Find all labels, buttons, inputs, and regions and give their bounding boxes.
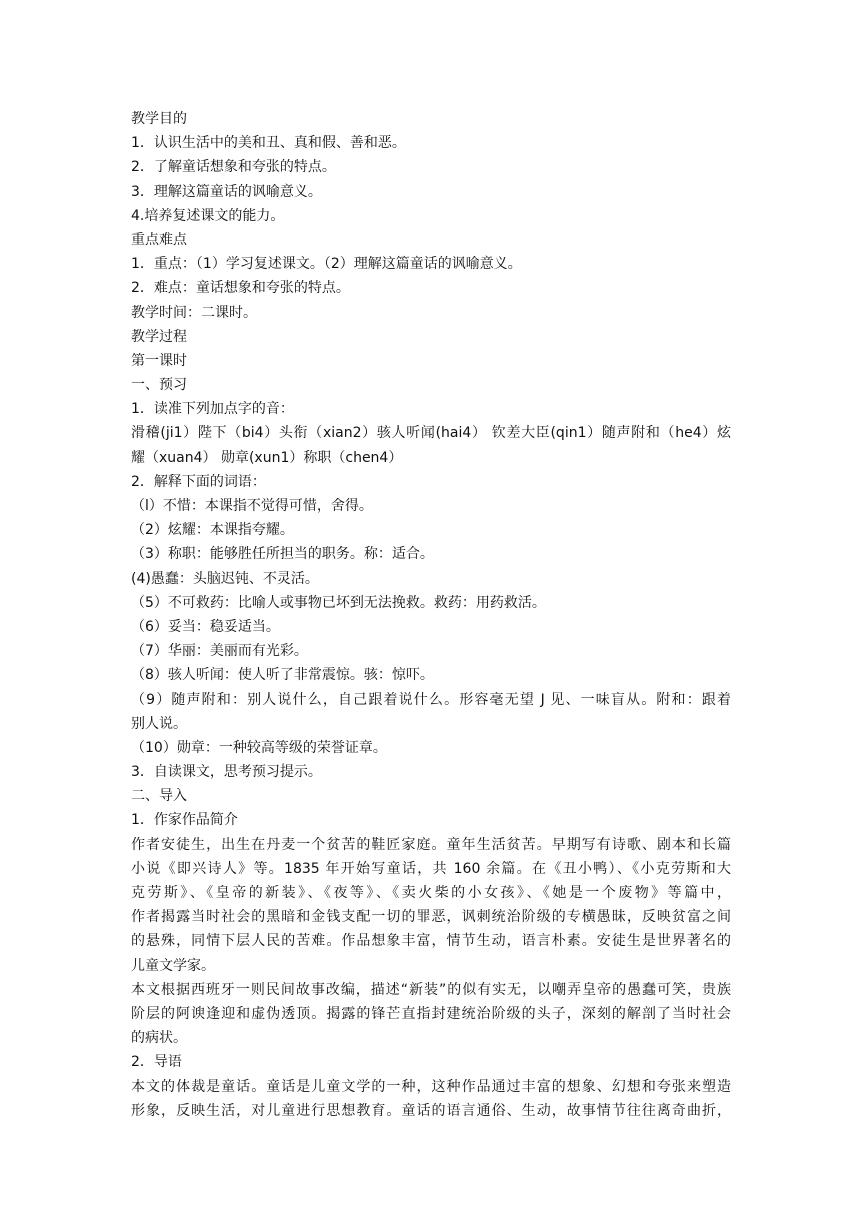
text-line: 形象，反映生活，对儿童进行思想教育。童话的语言通俗、生动，故事情节往往离奇曲折， (131, 1102, 731, 1119)
text-line: 1．作家作品简介 (131, 812, 238, 829)
text-line: 作者揭露当时社会的黑暗和金钱支配一切的罪恶，讽刺统治阶级的专横愚昧，反映贫富之间 (131, 909, 731, 926)
text-line: 1．认识生活中的美和丑、真和假、善和恶。 (131, 135, 406, 152)
document-body (131, 107, 731, 1123)
text-line: （3）称职：能够胜任所担当的职务。称：适合。 (131, 546, 434, 563)
text-line: 克劳斯》、《皇帝的新装》、《夜等》、《卖火柴的小女孩》、《她是一个废物》等篇中， (131, 885, 731, 901)
text-line: （6）妥当：稳妥适当。 (131, 618, 280, 635)
text-line: 1．重点：（1）学习复述课文。（2）理解这篇童话的讽喻意义。 (131, 256, 522, 273)
text-line: 第一课时 (131, 352, 187, 369)
text-line: （10）勋章：一种较高等级的荣誉证章。 (131, 739, 387, 756)
text-line: （5）不可救药：比喻人或事物已坏到无法挽救。救药：用药救活。 (131, 594, 546, 611)
text-line: 作者安徒生，出生在丹麦一个贫苦的鞋匠家庭。童年生活贫苦。早期写有诗歌、剧本和长篇 (131, 836, 731, 853)
text-line: 教学时间：二课时。 (131, 304, 257, 321)
text-line: （9）随声附和：别人说什么，自己跟着说什么。形容毫无望 J 见、一味盲从。附和：跟着 (131, 691, 731, 708)
text-line: 别人说。 (131, 715, 187, 732)
text-line: 一、预习 (131, 377, 187, 394)
text-line: 重点难点 (131, 231, 187, 248)
text-line: 2．了解童话想象和夸张的特点。 (131, 159, 336, 176)
text-line: 4.培养复述课文的能力。 (131, 207, 285, 224)
text-line: 本文的体裁是童话。童话是儿童文学的一种，这种作品通过丰富的想象、幻想和夸张来塑造 (131, 1078, 731, 1095)
text-line: 耀（xuan4） 勋章(xun1）称职（chen4） (131, 449, 403, 466)
text-line: （8）骇人听闻：使人听了非常震惊。骇：惊吓。 (131, 667, 434, 684)
text-line: 教学过程 (131, 328, 187, 345)
text-line: 教学目的 (131, 111, 187, 127)
text-line: 3．自读课文，思考预习提示。 (131, 764, 322, 781)
text-line: （7）华丽：美丽而有光彩。 (131, 643, 308, 660)
text-line: 3．理解这篇童话的讽喻意义。 (131, 183, 322, 200)
text-line: 滑稽(ji1）陛下（bi4）头衔（xian2）骇人听闻(hai4） 钦差大臣(qin1）随声附和（he4）炫 (131, 425, 731, 442)
text-line: 本文根据西班牙一则民间故事改编，描述“新装”的似有实无，以嘲弄皇帝的愚蠢可笑，贵族 (131, 981, 731, 998)
text-line: 的病状。 (131, 1030, 187, 1047)
text-line: 2．难点：童话想象和夸张的特点。 (131, 280, 350, 297)
text-line: 的悬殊，同情下层人民的苦难。作品想象丰富，情节生动，语言朴素。安徒生是世界著名的 (131, 933, 731, 950)
text-line: 2．解释下面的词语： (131, 473, 266, 490)
text-line: (4)愚蠢：头脑迟钝、不灵活。 (131, 570, 319, 587)
text-line: 儿童文学家。 (131, 957, 215, 974)
text-line: 阶层的阿谀逢迎和虚伪透顶。揭露的锋芒直指封建统治阶级的头子，深刻的解剖了当时社会 (131, 1005, 731, 1022)
text-line: 2．导语 (131, 1054, 182, 1071)
text-line: （2）炫耀：本课指夸耀。 (131, 522, 294, 539)
text-line: （l）不惜：本课指不觉得可惜，舍得。 (131, 498, 373, 514)
text-line: 1．读准下列加点字的音： (131, 401, 294, 418)
text-line: 小说《即兴诗人》等。1835 年开始写童话，共 160 余篇。在《丑小鸭）、《小克劳斯和大 (131, 860, 731, 877)
text-line: 二、导入 (131, 788, 187, 805)
